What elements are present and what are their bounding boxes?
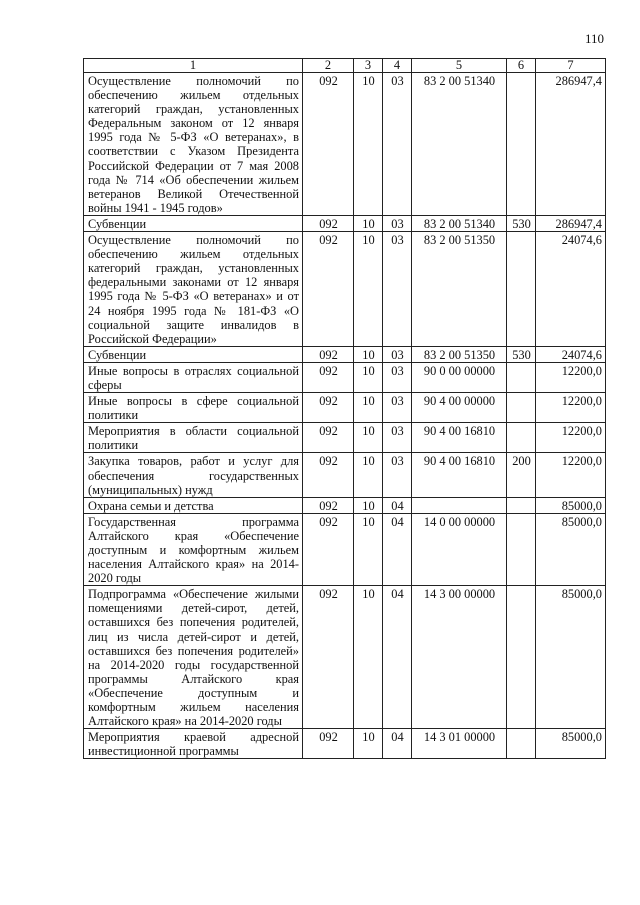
- section-code-cell: 10: [354, 497, 383, 513]
- table-header-row: [84, 59, 606, 73]
- amount-cell: 85000,0: [536, 513, 606, 585]
- expense-type-cell: [507, 497, 536, 513]
- subsection-code-cell: 03: [383, 362, 412, 392]
- target-article-cell: 14 0 00 00000: [412, 513, 507, 585]
- expense-type-cell: 530: [507, 215, 536, 231]
- header-col-5: 5: [412, 59, 507, 73]
- target-article-cell: 90 0 00 00000: [412, 362, 507, 392]
- row-name-cell: Иные вопросы в отраслях социальной сферы: [84, 362, 303, 392]
- header-col-6: 6: [507, 59, 536, 73]
- expense-type-cell: [507, 73, 536, 216]
- row-name-cell: Осуществление полномочий по обеспечению жильем отдельных категорий граждан, установленных федеральными законами от 12 января 1995 года № 5-ФЗ «О ветеранах» и от 24 ноября 1995 года № 181-ФЗ «О социальной защите инвалидов в Российской Федерации»: [84, 232, 303, 347]
- expense-type-cell: [507, 729, 536, 759]
- subsection-code-cell: 03: [383, 453, 412, 497]
- expense-type-cell: [507, 513, 536, 585]
- amount-cell: 24074,6: [536, 232, 606, 347]
- table-row: [84, 215, 606, 231]
- expense-type-cell: 530: [507, 346, 536, 362]
- section-code-cell: 10: [354, 346, 383, 362]
- ministry-code-cell: 092: [303, 453, 354, 497]
- subsection-code-cell: 04: [383, 497, 412, 513]
- ministry-code-cell: 092: [303, 232, 354, 347]
- ministry-code-cell: 092: [303, 586, 354, 729]
- table-row: [84, 513, 606, 585]
- amount-cell: 85000,0: [536, 497, 606, 513]
- expense-type-cell: [507, 423, 536, 453]
- expense-type-cell: [507, 232, 536, 347]
- table-row: [84, 497, 606, 513]
- row-name-cell: Мероприятия в области социальной политики: [84, 423, 303, 453]
- subsection-code-cell: 03: [383, 215, 412, 231]
- amount-cell: 286947,4: [536, 215, 606, 231]
- table-row: [84, 393, 606, 423]
- target-article-cell: 83 2 00 51340: [412, 73, 507, 216]
- ministry-code-cell: 092: [303, 73, 354, 216]
- table-row: [84, 423, 606, 453]
- row-name-cell: Субвенции: [84, 346, 303, 362]
- row-name-cell: Мероприятия краевой адресной инвестиционной программы: [84, 729, 303, 759]
- expense-type-cell: [507, 586, 536, 729]
- header-col-7: 7: [536, 59, 606, 73]
- expense-type-cell: 200: [507, 453, 536, 497]
- subsection-code-cell: 03: [383, 73, 412, 216]
- header-col-4: 4: [383, 59, 412, 73]
- row-name-cell: Осуществление полномочий по обеспечению жильем отдельных категорий граждан, установленных Федеральным законом от 12 января 1995 года № 5-ФЗ «О ветеранах», в соответствии с Указом Президента Российской Федерации от 7 мая 2008 года № 714 «Об обеспечении жильем ветеранов Великой Отечественной войны 1941 - 1945 годов»: [84, 73, 303, 216]
- row-name-cell: Закупка товаров, работ и услуг для обеспечения государственных (муниципальных) нужд: [84, 453, 303, 497]
- ministry-code-cell: 092: [303, 346, 354, 362]
- table-row: [84, 73, 606, 216]
- section-code-cell: 10: [354, 362, 383, 392]
- amount-cell: 85000,0: [536, 729, 606, 759]
- page-number: 110: [584, 31, 604, 46]
- section-code-cell: 10: [354, 453, 383, 497]
- subsection-code-cell: 03: [383, 232, 412, 347]
- section-code-cell: 10: [354, 513, 383, 585]
- amount-cell: 85000,0: [536, 586, 606, 729]
- table-row: [84, 346, 606, 362]
- row-name-cell: Субвенции: [84, 215, 303, 231]
- target-article-cell: 14 3 00 00000: [412, 586, 507, 729]
- target-article-cell: 90 4 00 16810: [412, 453, 507, 497]
- amount-cell: 12200,0: [536, 453, 606, 497]
- table-row: [84, 362, 606, 392]
- row-name-cell: Государственная программа Алтайского края «Обеспечение доступным и комфортным жильем населения Алтайского края» на 2014-2020 годы: [84, 513, 303, 585]
- amount-cell: 12200,0: [536, 393, 606, 423]
- ministry-code-cell: 092: [303, 423, 354, 453]
- header-col-1: 1: [84, 59, 303, 73]
- target-article-cell: 83 2 00 51350: [412, 346, 507, 362]
- subsection-code-cell: 04: [383, 586, 412, 729]
- row-name-cell: Охрана семьи и детства: [84, 497, 303, 513]
- row-name-cell: Иные вопросы в сфере социальной политики: [84, 393, 303, 423]
- section-code-cell: 10: [354, 586, 383, 729]
- target-article-cell: [412, 497, 507, 513]
- ministry-code-cell: 092: [303, 393, 354, 423]
- expense-type-cell: [507, 362, 536, 392]
- target-article-cell: 83 2 00 51350: [412, 232, 507, 347]
- table-row: [84, 729, 606, 759]
- ministry-code-cell: 092: [303, 497, 354, 513]
- subsection-code-cell: 03: [383, 346, 412, 362]
- subsection-code-cell: 03: [383, 423, 412, 453]
- section-code-cell: 10: [354, 232, 383, 347]
- subsection-code-cell: 03: [383, 393, 412, 423]
- expense-type-cell: [507, 393, 536, 423]
- table-row: [84, 232, 606, 347]
- amount-cell: 286947,4: [536, 73, 606, 216]
- table-row: [84, 586, 606, 729]
- amount-cell: 24074,6: [536, 346, 606, 362]
- target-article-cell: 83 2 00 51340: [412, 215, 507, 231]
- amount-cell: 12200,0: [536, 362, 606, 392]
- subsection-code-cell: 04: [383, 729, 412, 759]
- section-code-cell: 10: [354, 215, 383, 231]
- row-name-cell: Подпрограмма «Обеспечение жилыми помещениями детей-сирот, детей, оставшихся без попечения родителей, лиц из числа детей-сирот и детей, оставшихся без попечения родителей» на 2014-2020 годы государственной программы Алтайского края «Обеспечение доступным и комфортным жильем населения Алтайского края» на 2014-2020 годы: [84, 586, 303, 729]
- budget-table: [83, 58, 606, 759]
- ministry-code-cell: 092: [303, 215, 354, 231]
- target-article-cell: 90 4 00 16810: [412, 423, 507, 453]
- section-code-cell: 10: [354, 73, 383, 216]
- subsection-code-cell: 04: [383, 513, 412, 585]
- ministry-code-cell: 092: [303, 513, 354, 585]
- header-col-2: 2: [303, 59, 354, 73]
- section-code-cell: 10: [354, 393, 383, 423]
- section-code-cell: 10: [354, 729, 383, 759]
- amount-cell: 12200,0: [536, 423, 606, 453]
- ministry-code-cell: 092: [303, 362, 354, 392]
- ministry-code-cell: 092: [303, 729, 354, 759]
- target-article-cell: 90 4 00 00000: [412, 393, 507, 423]
- header-col-3: 3: [354, 59, 383, 73]
- target-article-cell: 14 3 01 00000: [412, 729, 507, 759]
- section-code-cell: 10: [354, 423, 383, 453]
- table-row: [84, 453, 606, 497]
